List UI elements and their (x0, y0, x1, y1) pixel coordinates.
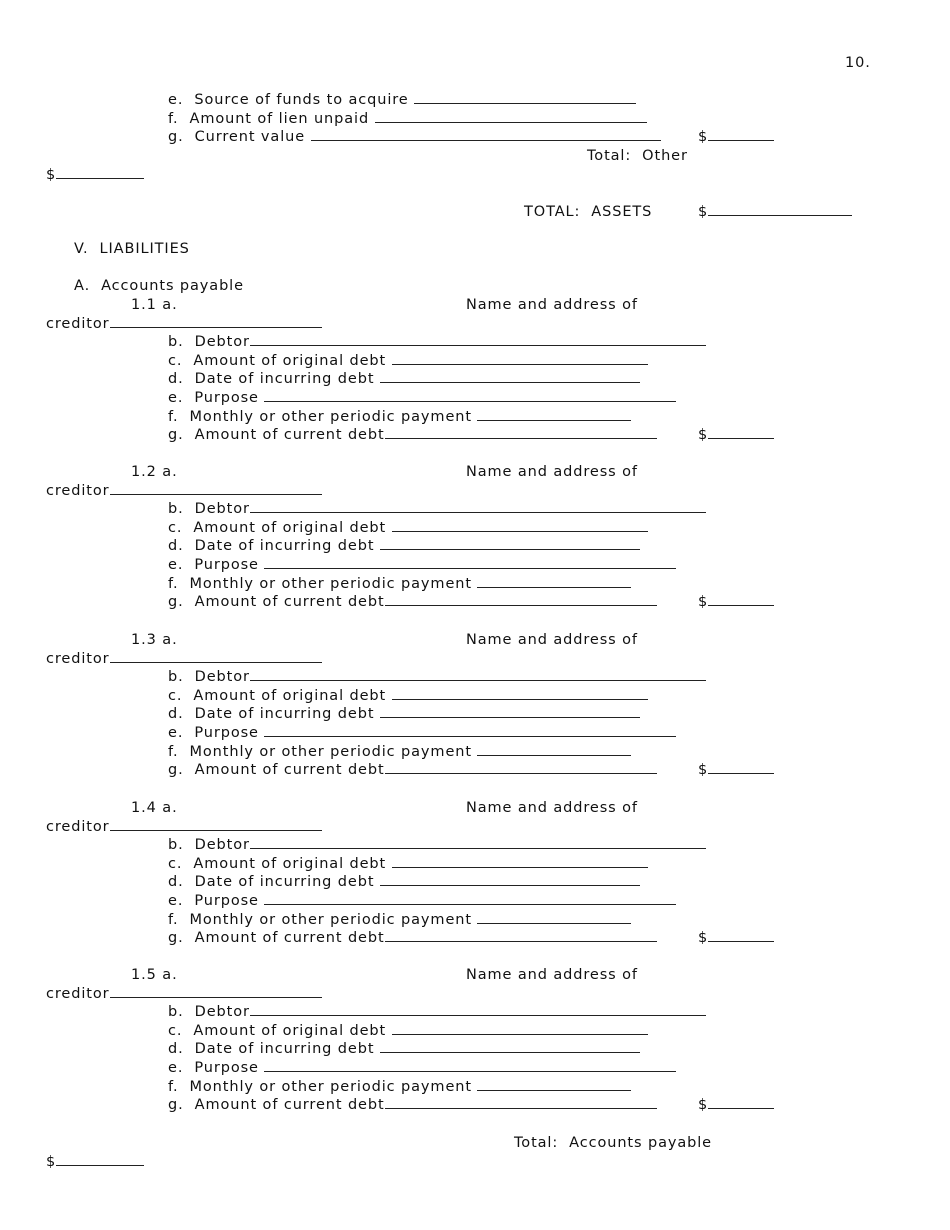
blank-line[interactable] (250, 836, 706, 849)
entry-number: 1.4 (131, 800, 157, 816)
name-address-label: Name and address of (466, 967, 638, 983)
creditor-line (46, 650, 322, 668)
entry-line-purpose: e. Purpose (168, 389, 676, 407)
total-payable-label: Total: Accounts payable (514, 1135, 712, 1151)
blank-line[interactable] (380, 873, 640, 886)
entry-line-monthly: f. Monthly or other periodic payment (168, 743, 631, 761)
entry-line-purpose: e. Purpose (168, 892, 676, 910)
entry-line-date: d. Date of incurring debt (168, 873, 640, 891)
blank-line[interactable] (380, 1040, 640, 1053)
blank-line[interactable] (385, 593, 657, 606)
blank-line[interactable] (385, 1096, 657, 1109)
entry-line-purpose: e. Purpose (168, 556, 676, 574)
blank-line[interactable] (477, 911, 631, 924)
creditor-label: creditor (46, 818, 110, 835)
entry-line-original: c. Amount of original debt (168, 1022, 648, 1040)
entry-line-debtor: b. Debtor (168, 1003, 706, 1021)
entry-line-current: g. Amount of current debt (168, 426, 657, 444)
blank-line[interactable] (392, 352, 648, 365)
blank-line[interactable] (477, 575, 631, 588)
blank-line[interactable] (250, 333, 706, 346)
entry-line-original: c. Amount of original debt (168, 687, 648, 705)
current-debt-amount: $ (698, 593, 774, 611)
blank-line[interactable] (380, 537, 640, 550)
entry-line-date: d. Date of incurring debt (168, 1040, 640, 1058)
name-address-label: Name and address of (466, 297, 638, 313)
entry-number-line: 1.5 a. (131, 967, 178, 983)
blank-line[interactable] (385, 426, 657, 439)
current-debt-amount: $ (698, 426, 774, 444)
entry-line-monthly: f. Monthly or other periodic payment (168, 575, 631, 593)
blank-line[interactable] (392, 855, 648, 868)
blank-line[interactable] (477, 743, 631, 756)
amount-blank[interactable] (56, 166, 144, 179)
creditor-line (46, 315, 322, 333)
asset-line-e: e. Source of funds to acquire (168, 91, 636, 109)
blank-line[interactable] (110, 818, 322, 831)
asset-amount: $ (698, 128, 774, 146)
entry-number: 1.3 (131, 632, 157, 648)
entry-line-original: c. Amount of original debt (168, 855, 648, 873)
subsection-heading: A. Accounts payable (74, 278, 244, 294)
blank-line[interactable] (250, 668, 706, 681)
blank-line[interactable] (477, 408, 631, 421)
entry-line-purpose: e. Purpose (168, 724, 676, 742)
asset-line-g: g. Current value (168, 128, 661, 146)
total-other-label: Total: Other (587, 148, 688, 164)
asset-line-f: f. Amount of lien unpaid (168, 110, 647, 128)
name-address-label: Name and address of (466, 632, 638, 648)
entry-number-line: 1.2 a. (131, 464, 178, 480)
blank-line[interactable] (392, 519, 648, 532)
entry-line-date: d. Date of incurring debt (168, 370, 640, 388)
amount-blank[interactable] (708, 929, 774, 942)
page-number: 10. (845, 55, 871, 71)
entry-line-current: g. Amount of current debt (168, 1096, 657, 1114)
blank-line[interactable] (380, 705, 640, 718)
entry-line-original: c. Amount of original debt (168, 519, 648, 537)
blank-line[interactable] (380, 370, 640, 383)
entry-line-debtor: b. Debtor (168, 500, 706, 518)
entry-number: 1.2 (131, 464, 157, 480)
entry-number-line: 1.4 a. (131, 800, 178, 816)
entry-number: 1.1 (131, 297, 157, 313)
creditor-label: creditor (46, 650, 110, 667)
entry-line-original: c. Amount of original debt (168, 352, 648, 370)
amount-blank[interactable] (708, 761, 774, 774)
amount-blank[interactable] (708, 426, 774, 439)
blank-line[interactable] (264, 389, 676, 402)
blank-line[interactable] (110, 315, 322, 328)
entry-line-current: g. Amount of current debt (168, 761, 657, 779)
current-debt-amount: $ (698, 761, 774, 779)
entry-line-monthly: f. Monthly or other periodic payment (168, 1078, 631, 1096)
total-assets-amount: $ (698, 203, 852, 221)
creditor-line (46, 985, 322, 1003)
blank-line[interactable] (110, 482, 322, 495)
amount-blank[interactable] (708, 203, 852, 216)
blank-line[interactable] (385, 761, 657, 774)
blank-line[interactable] (250, 500, 706, 513)
entry-number-line: 1.3 a. (131, 632, 178, 648)
blank-line[interactable] (477, 1078, 631, 1091)
entry-line-purpose: e. Purpose (168, 1059, 676, 1077)
blank-line[interactable] (414, 91, 636, 104)
name-address-label: Name and address of (466, 464, 638, 480)
entry-line-monthly: f. Monthly or other periodic payment (168, 408, 631, 426)
blank-line[interactable] (392, 687, 648, 700)
blank-line[interactable] (110, 985, 322, 998)
creditor-label: creditor (46, 482, 110, 499)
amount-blank[interactable] (708, 593, 774, 606)
blank-line[interactable] (385, 929, 657, 942)
amount-blank[interactable] (56, 1153, 144, 1166)
blank-line[interactable] (311, 128, 661, 141)
entry-line-monthly: f. Monthly or other periodic payment (168, 911, 631, 929)
entry-line-debtor: b. Debtor (168, 668, 706, 686)
blank-line[interactable] (375, 110, 647, 123)
creditor-line (46, 818, 322, 836)
creditor-label: creditor (46, 985, 110, 1002)
creditor-label: creditor (46, 315, 110, 332)
blank-line[interactable] (264, 556, 676, 569)
entry-line-date: d. Date of incurring debt (168, 537, 640, 555)
amount-blank[interactable] (708, 1096, 774, 1109)
blank-line[interactable] (392, 1022, 648, 1035)
blank-line[interactable] (110, 650, 322, 663)
total-assets-label: TOTAL: ASSETS (524, 204, 653, 220)
current-debt-amount: $ (698, 929, 774, 947)
entry-line-current: g. Amount of current debt (168, 929, 657, 947)
amount-blank[interactable] (708, 128, 774, 141)
entry-line-date: d. Date of incurring debt (168, 705, 640, 723)
name-address-label: Name and address of (466, 800, 638, 816)
entry-line-current: g. Amount of current debt (168, 593, 657, 611)
total-other-amount: $ (46, 166, 144, 184)
entry-number: 1.5 (131, 967, 157, 983)
creditor-line (46, 482, 322, 500)
blank-line[interactable] (264, 892, 676, 905)
entry-number-line: 1.1 a. (131, 297, 178, 313)
blank-line[interactable] (250, 1003, 706, 1016)
blank-line[interactable] (264, 724, 676, 737)
section-heading: V. LIABILITIES (74, 241, 190, 257)
total-payable-amount: $ (46, 1153, 144, 1171)
entry-line-debtor: b. Debtor (168, 836, 706, 854)
entry-line-debtor: b. Debtor (168, 333, 706, 351)
current-debt-amount: $ (698, 1096, 774, 1114)
blank-line[interactable] (264, 1059, 676, 1072)
